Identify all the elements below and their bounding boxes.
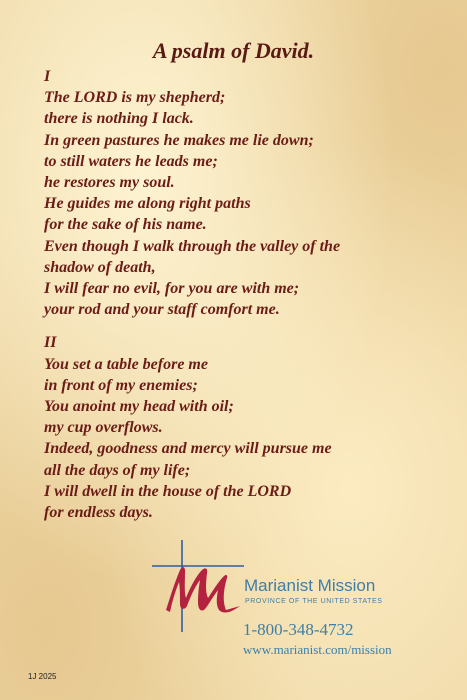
psalm-line: Even though I walk through the valley of the <box>44 237 341 255</box>
psalm-line: The LORD is my shepherd; <box>44 89 226 107</box>
org-name: Marianist Mission <box>244 576 376 595</box>
psalm-line: for endless days. <box>44 504 153 522</box>
psalm-line: shadow of death, <box>44 258 156 276</box>
psalm-line: I will dwell in the house of the LORD <box>44 482 292 500</box>
psalm-line: all the days of my life; <box>44 461 191 479</box>
psalm-line: Indeed, goodness and mercy will pursue me <box>44 440 332 458</box>
psalm-text <box>44 66 454 523</box>
website-link[interactable]: www.marianist.com/mission <box>243 642 392 657</box>
psalm-line: my cup overflows. <box>44 419 163 437</box>
psalm-line: He guides me along right paths <box>44 195 251 213</box>
psalm-line: In green pastures he makes me lie down; <box>44 131 314 149</box>
psalm-line: You set a table before me <box>44 355 208 373</box>
phone-number: 1-800-348-4732 <box>243 620 354 639</box>
section-numeral-1: I <box>44 68 51 85</box>
print-code: 1J 2025 <box>28 672 57 681</box>
section-numeral-2: II <box>44 334 57 352</box>
org-subtitle: PROVINCE OF THE UNITED STATES <box>245 598 383 605</box>
psalm-line: I will fear no evil, for you are with me; <box>44 280 300 298</box>
section-gap <box>44 320 454 332</box>
marianist-logo-icon <box>152 540 244 632</box>
psalm-line: to still waters he leads me; <box>44 152 218 170</box>
psalm-line: You anoint my head with oil; <box>44 398 234 416</box>
psalm-line: for the sake of his name. <box>44 216 207 234</box>
psalm-line: your rod and your staff comfort me. <box>44 301 280 319</box>
page-title: A psalm of David. <box>152 38 315 63</box>
psalm-line: there is nothing I lack. <box>44 110 194 128</box>
psalm-line: he restores my soul. <box>44 174 175 192</box>
psalm-line: in front of my enemies; <box>44 376 198 394</box>
